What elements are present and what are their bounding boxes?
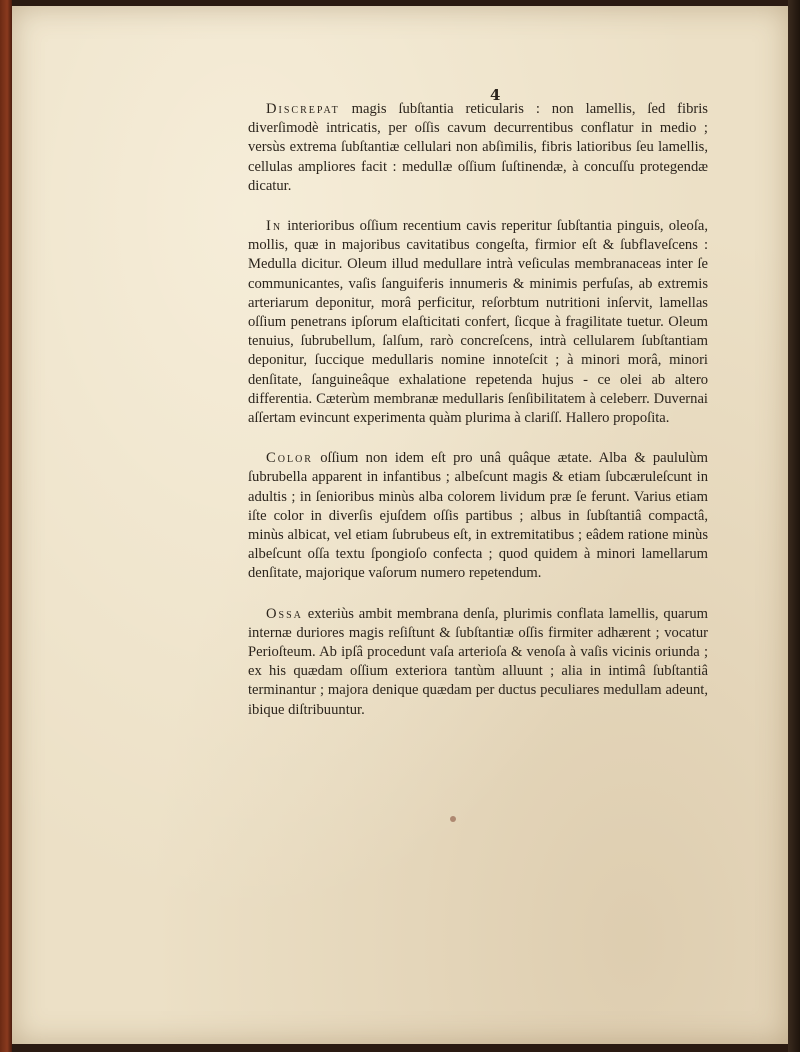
paragraph-text: interioribus oſſium recentium cavis reperitur ſubſtantia pinguis, oleoſa, mollis, quæ in majoribus cavitatibus congeſta, firmior eſt & ſubflaveſcens : Medulla dicitur. Oleum illud medullare intrà veſiculas membranaceas inter ſe communicantes, vaſis ſanguiferis innumeris & minimis perfuſas, ab extremis arteriarum deponitur, morâ perficitur, reſorbtum nutritioni inſervit, lamellas oſſium penetrans ipſorum elaſticitati confert, ſicque à fragilitate tuetur. Oleum tenuius, ſubrubellum, ſalſum, rarò concreſcens, intrà cellularem ſubſtantiam deponitur, ſuccique medullaris nomine innoteſcit ; à minori morâ, minori denſitate, ſanguineâque exhalatione repetenda hujus - ce olei ab altero differentia. Cæterùm membranæ medullaris ſenſibilitatem à celeberr. Duvernai aſſertam evincunt experimenta quàm plurima à clariſſ. Hallero propoſita. xyxy=(248,218,708,427)
paragraph-text: exteriùs ambit membrana denſa, plurimis conflata lamellis, quarum internæ duriores magis reſiſtunt & ſubſtantiæ oſſis firmiter adhærent ; vocatur Perioſteum. Ab ipſâ procedunt vaſa arterioſa & venoſa à vaſis vicinis oriunda ; ex his quædam oſſium exteriora tantùm alluunt ; alia in intimâ ſubſtantiâ terminantur ; majora denique quædam per ductus peculiares medullam adeunt, ibique diſtribuuntur. xyxy=(248,605,708,718)
paragraph-lead-word: Color xyxy=(266,450,313,467)
ink-spot xyxy=(450,816,456,822)
paragraph-color xyxy=(248,449,708,583)
body-text xyxy=(248,100,708,741)
paragraph-substantia-reticularis xyxy=(248,100,708,196)
paragraph-medulla xyxy=(248,217,708,428)
paragraph-lead-word: Discrepat xyxy=(266,101,340,117)
page-number: 4 xyxy=(490,86,501,104)
paragraph-text: oſſium non idem eſt pro unâ quâque ætate. Alba & paululùm ſubrubella apparent in infantibus ; albeſcunt magis & etiam ſubcæruleſcunt in adultis ; in ſenioribus minùs alba colorem lividum præ ſe ferunt. Varius etiam iſte color in diverſis ejuſdem oſſis partibus ; albus in ſubſtantiâ compactâ, minùs albicat, vel etiam ſubrubeus eſt, in extremitatibus ; eâdem ratione minùs albeſcunt oſſa textu ſpongioſo confecta ; quod quidem à minori lamellarum denſitate, majorique vaſorum numero repetendum. xyxy=(248,450,708,582)
book-binding-left xyxy=(0,0,12,1052)
paragraph-lead-word: In xyxy=(266,218,283,235)
paragraph-lead-word: Ossa xyxy=(266,605,303,622)
paragraph-periosteum xyxy=(248,605,708,720)
paragraph-text: magis ſubſtantia reticularis : non lamellis, ſed fibris diverſimodè intricatis, per oſſis cavum decurrentibus conflatur in medio ; versùs extrema ſubſtantiæ cellulari non abſimilis, fibris latioribus ſeu lamellis, cellulas ampliores facit : medullæ oſſium ſuſtinendæ, à concuſſu protegendæ dicatur. xyxy=(248,101,708,194)
book-binding-right xyxy=(788,0,800,1052)
